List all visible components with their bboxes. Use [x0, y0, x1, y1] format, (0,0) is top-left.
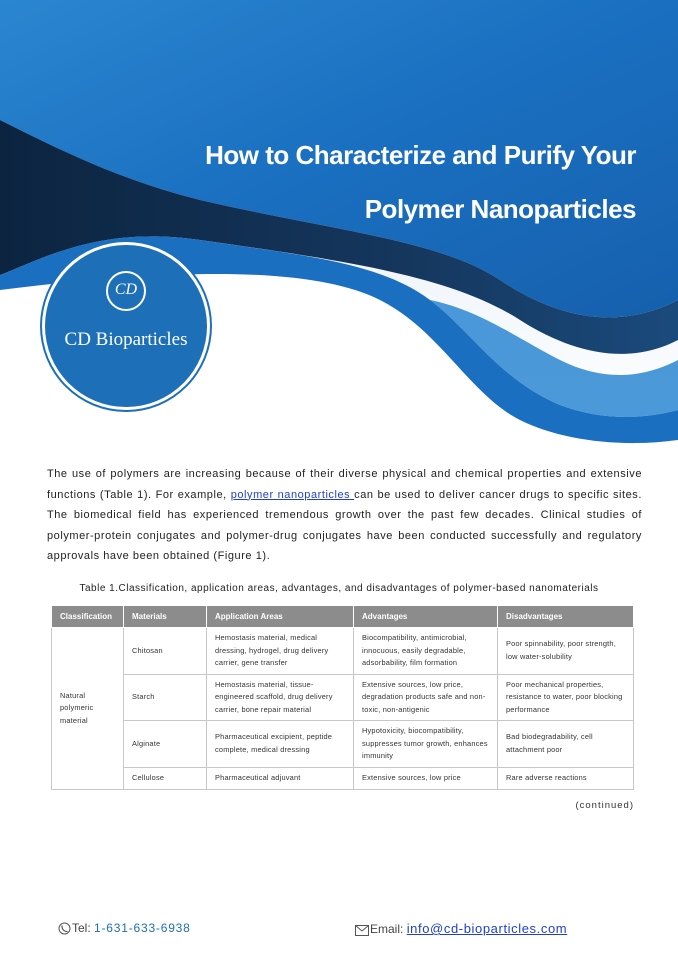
table-caption: Table 1.Classification, application areas, advantages, and disadvantages of polymer-based nanomaterials: [79, 583, 599, 594]
material-cell: Cellulose: [124, 767, 207, 789]
table-row: [52, 628, 634, 675]
application-cell: Pharmaceutical excipient, peptide complete, medical dressing: [207, 721, 354, 768]
disadvantages-cell: Poor mechanical properties, resistance to water, poor blocking performance: [498, 674, 634, 721]
material-cell: Starch: [124, 674, 207, 721]
company-logo: [45, 245, 207, 407]
continued-note: (continued): [575, 800, 634, 811]
advantages-cell: Extensive sources, low price, degradation products safe and non-toxic, non-antigenic: [354, 674, 498, 721]
header-materials: Materials: [124, 606, 207, 628]
footer-email: [355, 921, 567, 939]
material-cell: Chitosan: [124, 628, 207, 675]
application-cell: Pharmaceutical adjuvant: [207, 767, 354, 789]
table-row: [52, 721, 634, 768]
logo-monogram: CD: [106, 271, 146, 311]
polymer-nanoparticles-link[interactable]: polymer nanoparticles: [230, 488, 355, 501]
intro-text-2: can be used to deliver cancer drugs to specific sites. The biomedical field has experienced tremendous growth over the past few decades. Clinical studies of polymer-protein conjugates and polymer-drug conjugates have been conducted successfully and regulatory approvals have been obtained (Figure 1).: [47, 488, 642, 563]
phone-icon: [58, 922, 71, 938]
page-title-line-1: How to Characterize and Purify Your: [205, 140, 636, 170]
classification-cell: Natural polymeric material: [52, 628, 124, 790]
page-title-line-2: Polymer Nanoparticles: [364, 194, 636, 224]
phone-label: Tel:: [72, 921, 95, 935]
table-row: [52, 674, 634, 721]
email-label: Email:: [370, 922, 407, 936]
intro-paragraph: [47, 464, 642, 567]
advantages-cell: Extensive sources, low price: [354, 767, 498, 789]
application-cell: Hemostasis material, medical dressing, hydrogel, drug delivery carrier, gene transfer: [207, 628, 354, 675]
header-application-areas: Application Areas: [207, 606, 354, 628]
table-row: [52, 767, 634, 789]
footer-phone: [58, 921, 191, 938]
phone-number[interactable]: 1-631-633-6938: [94, 921, 191, 935]
header-advantages: Advantages: [354, 606, 498, 628]
email-link[interactable]: info@cd-bioparticles.com: [406, 921, 568, 936]
table-header-row: [52, 606, 634, 628]
material-cell: Alginate: [124, 721, 207, 768]
advantages-cell: Biocompatibility, antimicrobial, innocuous, easily degradable, adsorbability, film formation: [354, 628, 498, 675]
disadvantages-cell: Poor spinnability, poor strength, low water-solubility: [498, 628, 634, 675]
polymer-classification-table: [51, 605, 634, 790]
application-cell: Hemostasis material, tissue-engineered scaffold, drug delivery carrier, bone repair material: [207, 674, 354, 721]
header-classification: Classification: [52, 606, 124, 628]
mail-icon: [355, 925, 369, 939]
logo-company-name: CD Bioparticles: [64, 329, 188, 350]
intro-text-1: The use of polymers are increasing because of their diverse physical and chemical properties and extensive functions (Table 1). For example,: [47, 468, 642, 501]
header-disadvantages: Disadvantages: [498, 606, 634, 628]
disadvantages-cell: Bad biodegradability, cell attachment poor: [498, 721, 634, 768]
advantages-cell: Hypotoxicity, biocompatibility, suppresses tumor growth, enhances immunity: [354, 721, 498, 768]
disadvantages-cell: Rare adverse reactions: [498, 767, 634, 789]
